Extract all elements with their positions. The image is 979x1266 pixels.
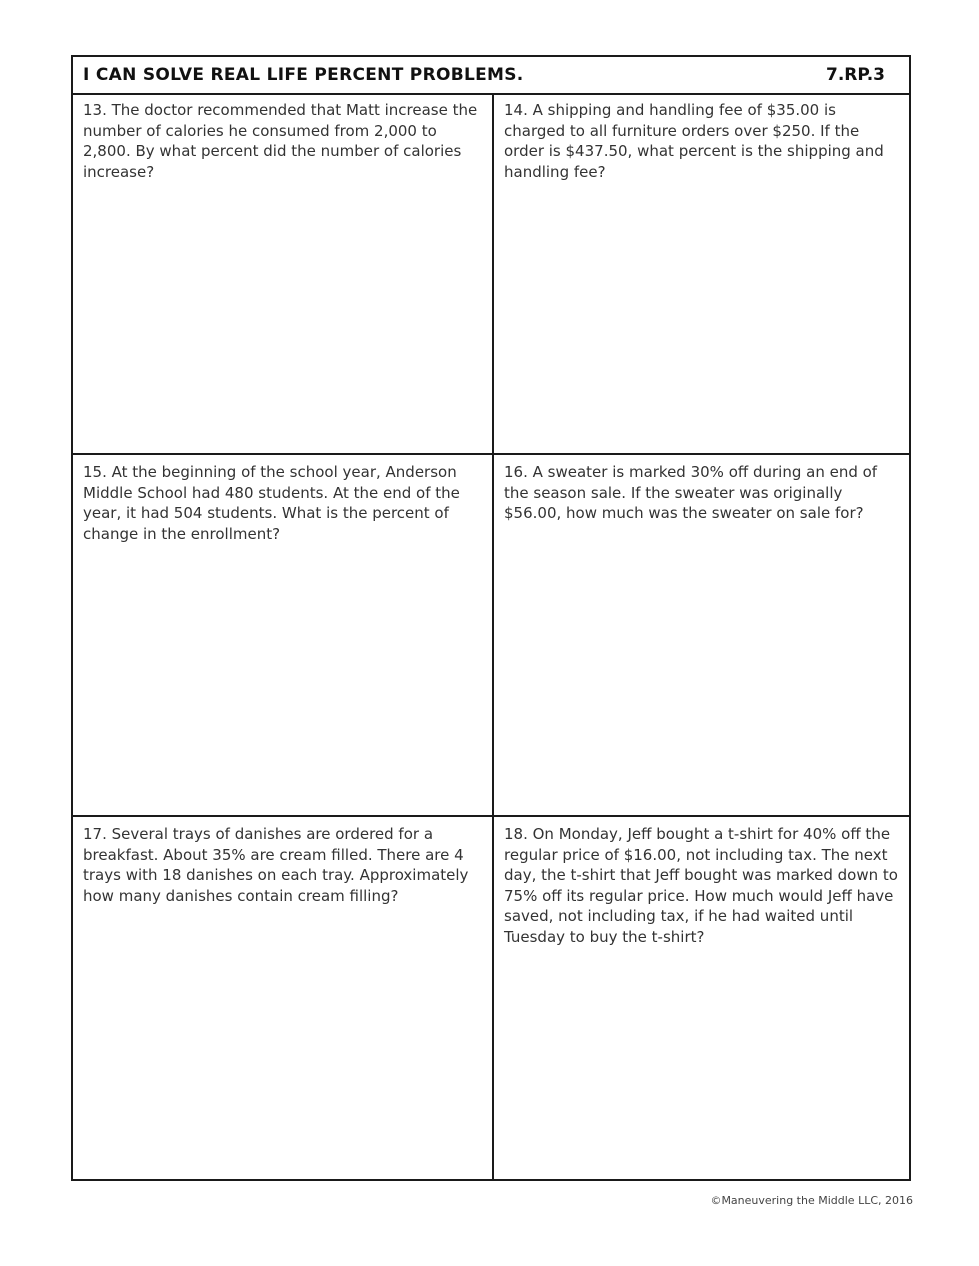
problem-15: 15. At the beginning of the school year, Anderson Middle School had 480 students. At the end of the year, it had 504 students. What is the percent of change in the enrollment? — [73, 455, 492, 817]
worksheet-header — [73, 57, 909, 95]
problem-14: 14. A shipping and handling fee of $35.00 is charged to all furniture orders over $250. If the order is $437.50, what percent is the shipping and handling fee? — [492, 93, 909, 455]
copyright-footer: ©Maneuvering the Middle LLC, 2016 — [710, 1194, 913, 1207]
worksheet-frame — [71, 55, 911, 1181]
problem-17: 17. Several trays of danishes are ordered for a breakfast. About 35% are cream filled. There are 4 trays with 18 danishes on each tray. Approximately how many danishes contain cream filling? — [83, 825, 469, 905]
standard-code: 7.RP.3 — [825, 65, 885, 85]
problem-13: 13. The doctor recommended that Matt increase the number of calories he consumed from 2,000 to 2,800. By what percent did the number of calories increase? — [73, 93, 492, 455]
page-title: I CAN SOLVE REAL LIFE PERCENT PROBLEMS. — [83, 65, 524, 85]
problem-18: 18. On Monday, Jeff bought a t-shirt for 40% off the regular price of $16.00, not including tax. The next day, the t-shirt that Jeff bought was marked down to 75% off its regular price. How much would Jeff have saved, not including tax, if he had waited until Tuesday to buy the t-shirt? — [492, 817, 909, 1179]
problem-grid — [73, 93, 909, 1179]
problem-16: 16. A sweater is marked 30% off during an end of the season sale. If the sweater was originally $56.00, how much was the sweater on sale for? — [492, 455, 909, 817]
